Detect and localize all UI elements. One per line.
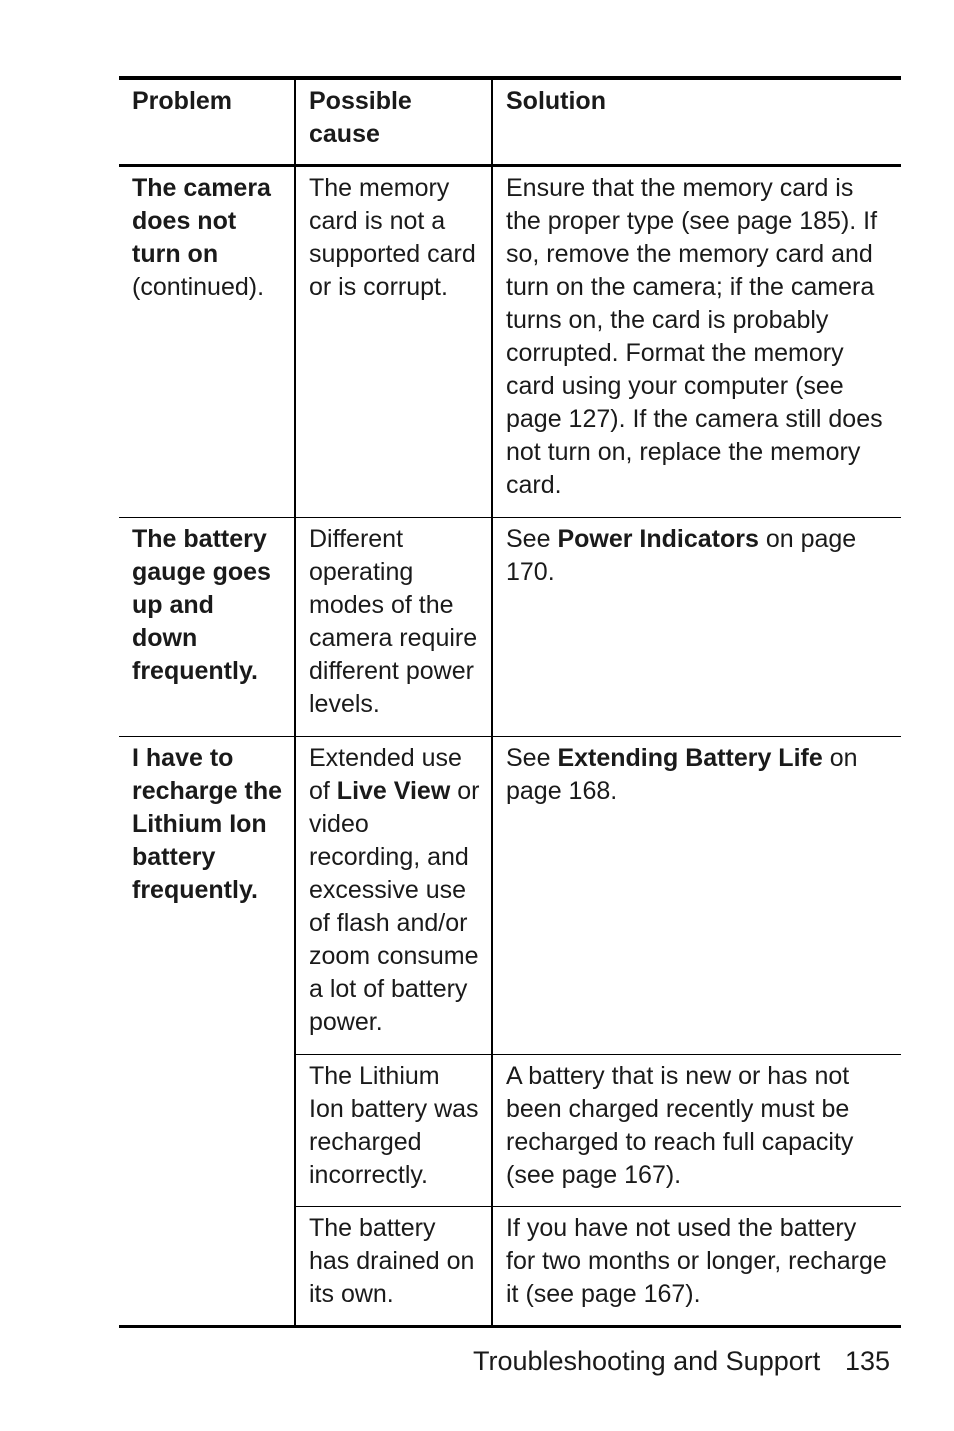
problem-cell [119, 737, 295, 1327]
problem-note: (continued). [132, 273, 265, 301]
header-possible-cause: Possible cause [295, 78, 492, 166]
cause-cell: Different operating modes of the camera require different power levels. [295, 518, 492, 737]
cause-cell: The Lithium Ion battery was recharged incorrectly. [295, 1055, 492, 1207]
problem-cell [119, 518, 295, 737]
table-row [119, 737, 901, 1055]
cause-suffix: or video recording, and excessive use of flash and/or zoom consume a lot of battery power. [309, 777, 480, 1036]
solution-suffix: on page 168. [506, 744, 858, 805]
table-row [119, 166, 901, 518]
solution-cell: If you have not used the battery for two months or longer, recharge it (see page 167). [492, 1207, 901, 1327]
solution-cell: Ensure that the memory card is the proper type (see page 185). If so, remove the memory card and turn on the camera; if the camera turns on, the card is probably corrupted. Format the memory card using your computer (see page 127). If the camera still does not turn on, replace the memory card. [492, 166, 901, 518]
problem-text: The battery gauge goes up and down frequently. [132, 525, 271, 685]
table-row [119, 518, 901, 737]
problem-text: The camera does not turn on [132, 174, 271, 268]
problem-text: I have to recharge the Lithium Ion battery frequently. [132, 744, 283, 904]
page-number: 135 [845, 1346, 891, 1376]
cause-cell: The memory card is not a supported card or is corrupt. [295, 166, 492, 518]
solution-cell: A battery that is new or has not been charged recently must be recharged to reach full capacity (see page 167). [492, 1055, 901, 1207]
solution-cell [492, 737, 901, 1055]
solution-suffix: on page 170. [506, 525, 857, 586]
table-header-row [119, 78, 901, 166]
page-footer [473, 1346, 891, 1377]
problem-cell [119, 166, 295, 518]
cause-cell [295, 737, 492, 1055]
cause-prefix: Extended use of [309, 744, 462, 805]
solution-link-ref: Power Indicators [557, 525, 759, 553]
footer-section-title: Troubleshooting and Support [473, 1346, 821, 1376]
cause-cell: The battery has drained on its own. [295, 1207, 492, 1327]
header-solution: Solution [492, 78, 901, 166]
troubleshooting-table [119, 76, 901, 1328]
solution-link-ref: Extending Battery Life [557, 744, 823, 772]
solution-prefix: See [506, 744, 558, 772]
cause-bold-term: Live View [336, 777, 451, 805]
solution-cell [492, 518, 901, 737]
solution-prefix: See [506, 525, 558, 553]
header-problem: Problem [132, 87, 233, 115]
